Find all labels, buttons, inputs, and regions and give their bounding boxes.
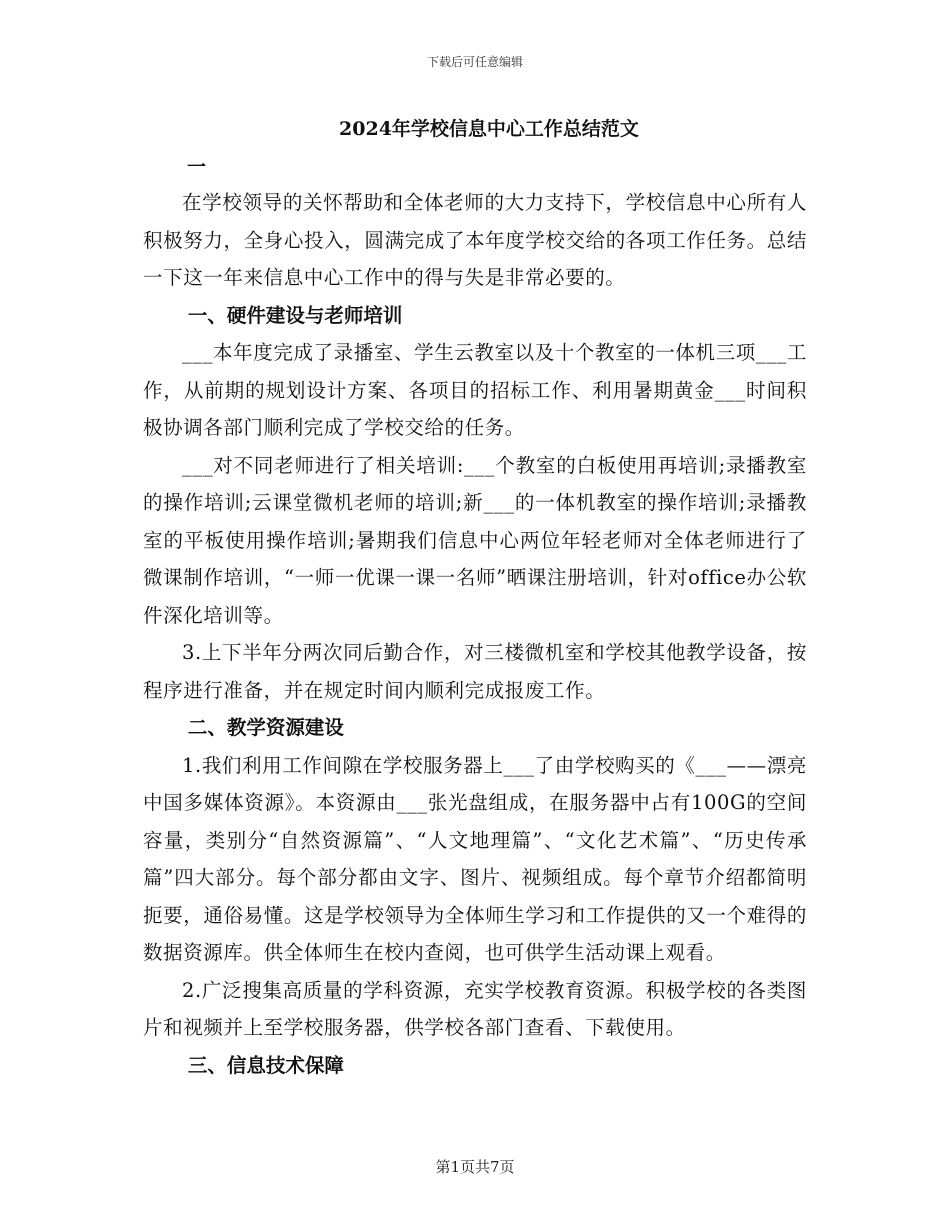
section-number: 一 [187,156,207,178]
paragraph-hardware-2: ___对不同老师进行了相关培训:___个教室的白板使用再培训;录播教室的操作培训;云课堂微机老师的培训;新___的一体机教室的操作培训;录播教室的平板使用操作培训;暑期我们信息中心两位年轻老师对全体老师进行了微课制作培训，“一师一优课一课一名师”晒课注册培训，针对office办公软件深化培训等。 [143,453,807,627]
page-indicator: 第1页共7页 [435,1158,515,1176]
section-heading-hardware: 一、硬件建设与老师培训 [187,303,403,327]
header-note: 下载后可任意编辑 [426,55,523,69]
section-heading-resources: 二、教学资源建设 [187,716,344,739]
section-heading-it-support: 三、信息技术保障 [187,1053,344,1077]
document-title: 2024年学校信息中心工作总结范文 [339,118,639,140]
intro-paragraph: 在学校领导的关怀帮助和全体老师的大力支持下，学校信息中心所有人积极努力，全身心投入，圆满完成了本年度学校交给的各项工作任务。总结一下这一年来信息中心工作中的得与失是非常必要的。 [143,191,807,289]
paragraph-resources-2: 2.广泛搜集高质量的学科资源，充实学校教育资源。积极学校的各类图片和视频并上至学校服务器，供学校各部门查看、下载使用。 [143,978,807,1039]
document-body [143,108,807,1084]
paragraph-hardware-3: 3.上下半年分两次同后勤合作，对三楼微机室和学校其他教学设备，按程序进行准备，并在规定时间内顺利完成报废工作。 [143,641,807,702]
paragraph-resources-1: 1.我们利用工作间隙在学校服务器上___了由学校购买的《___——漂亮中国多媒体资源》。本资源由___张光盘组成，在服务器中占有100G的空间容量，类别分“自然资源篇”、“人文地理篇”、“文化艺术篇”、“历史传承篇”四大部分。每个部分都由文字、图片、视频组成。每个章节介绍都简明扼要，通俗易懂。这是学校领导为全体师生学习和工作提供的又一个难得的数据资源库。供全体师生在校内查阅，也可供学生活动课上观看。 [143,753,807,964]
paragraph-hardware-1: ___本年度完成了录播室、学生云教室以及十个教室的一体机三项___工作，从前期的规划设计方案、各项目的招标工作、利用暑期黄金___时间积极协调各部门顺利完成了学校交给的任务。 [143,341,807,439]
